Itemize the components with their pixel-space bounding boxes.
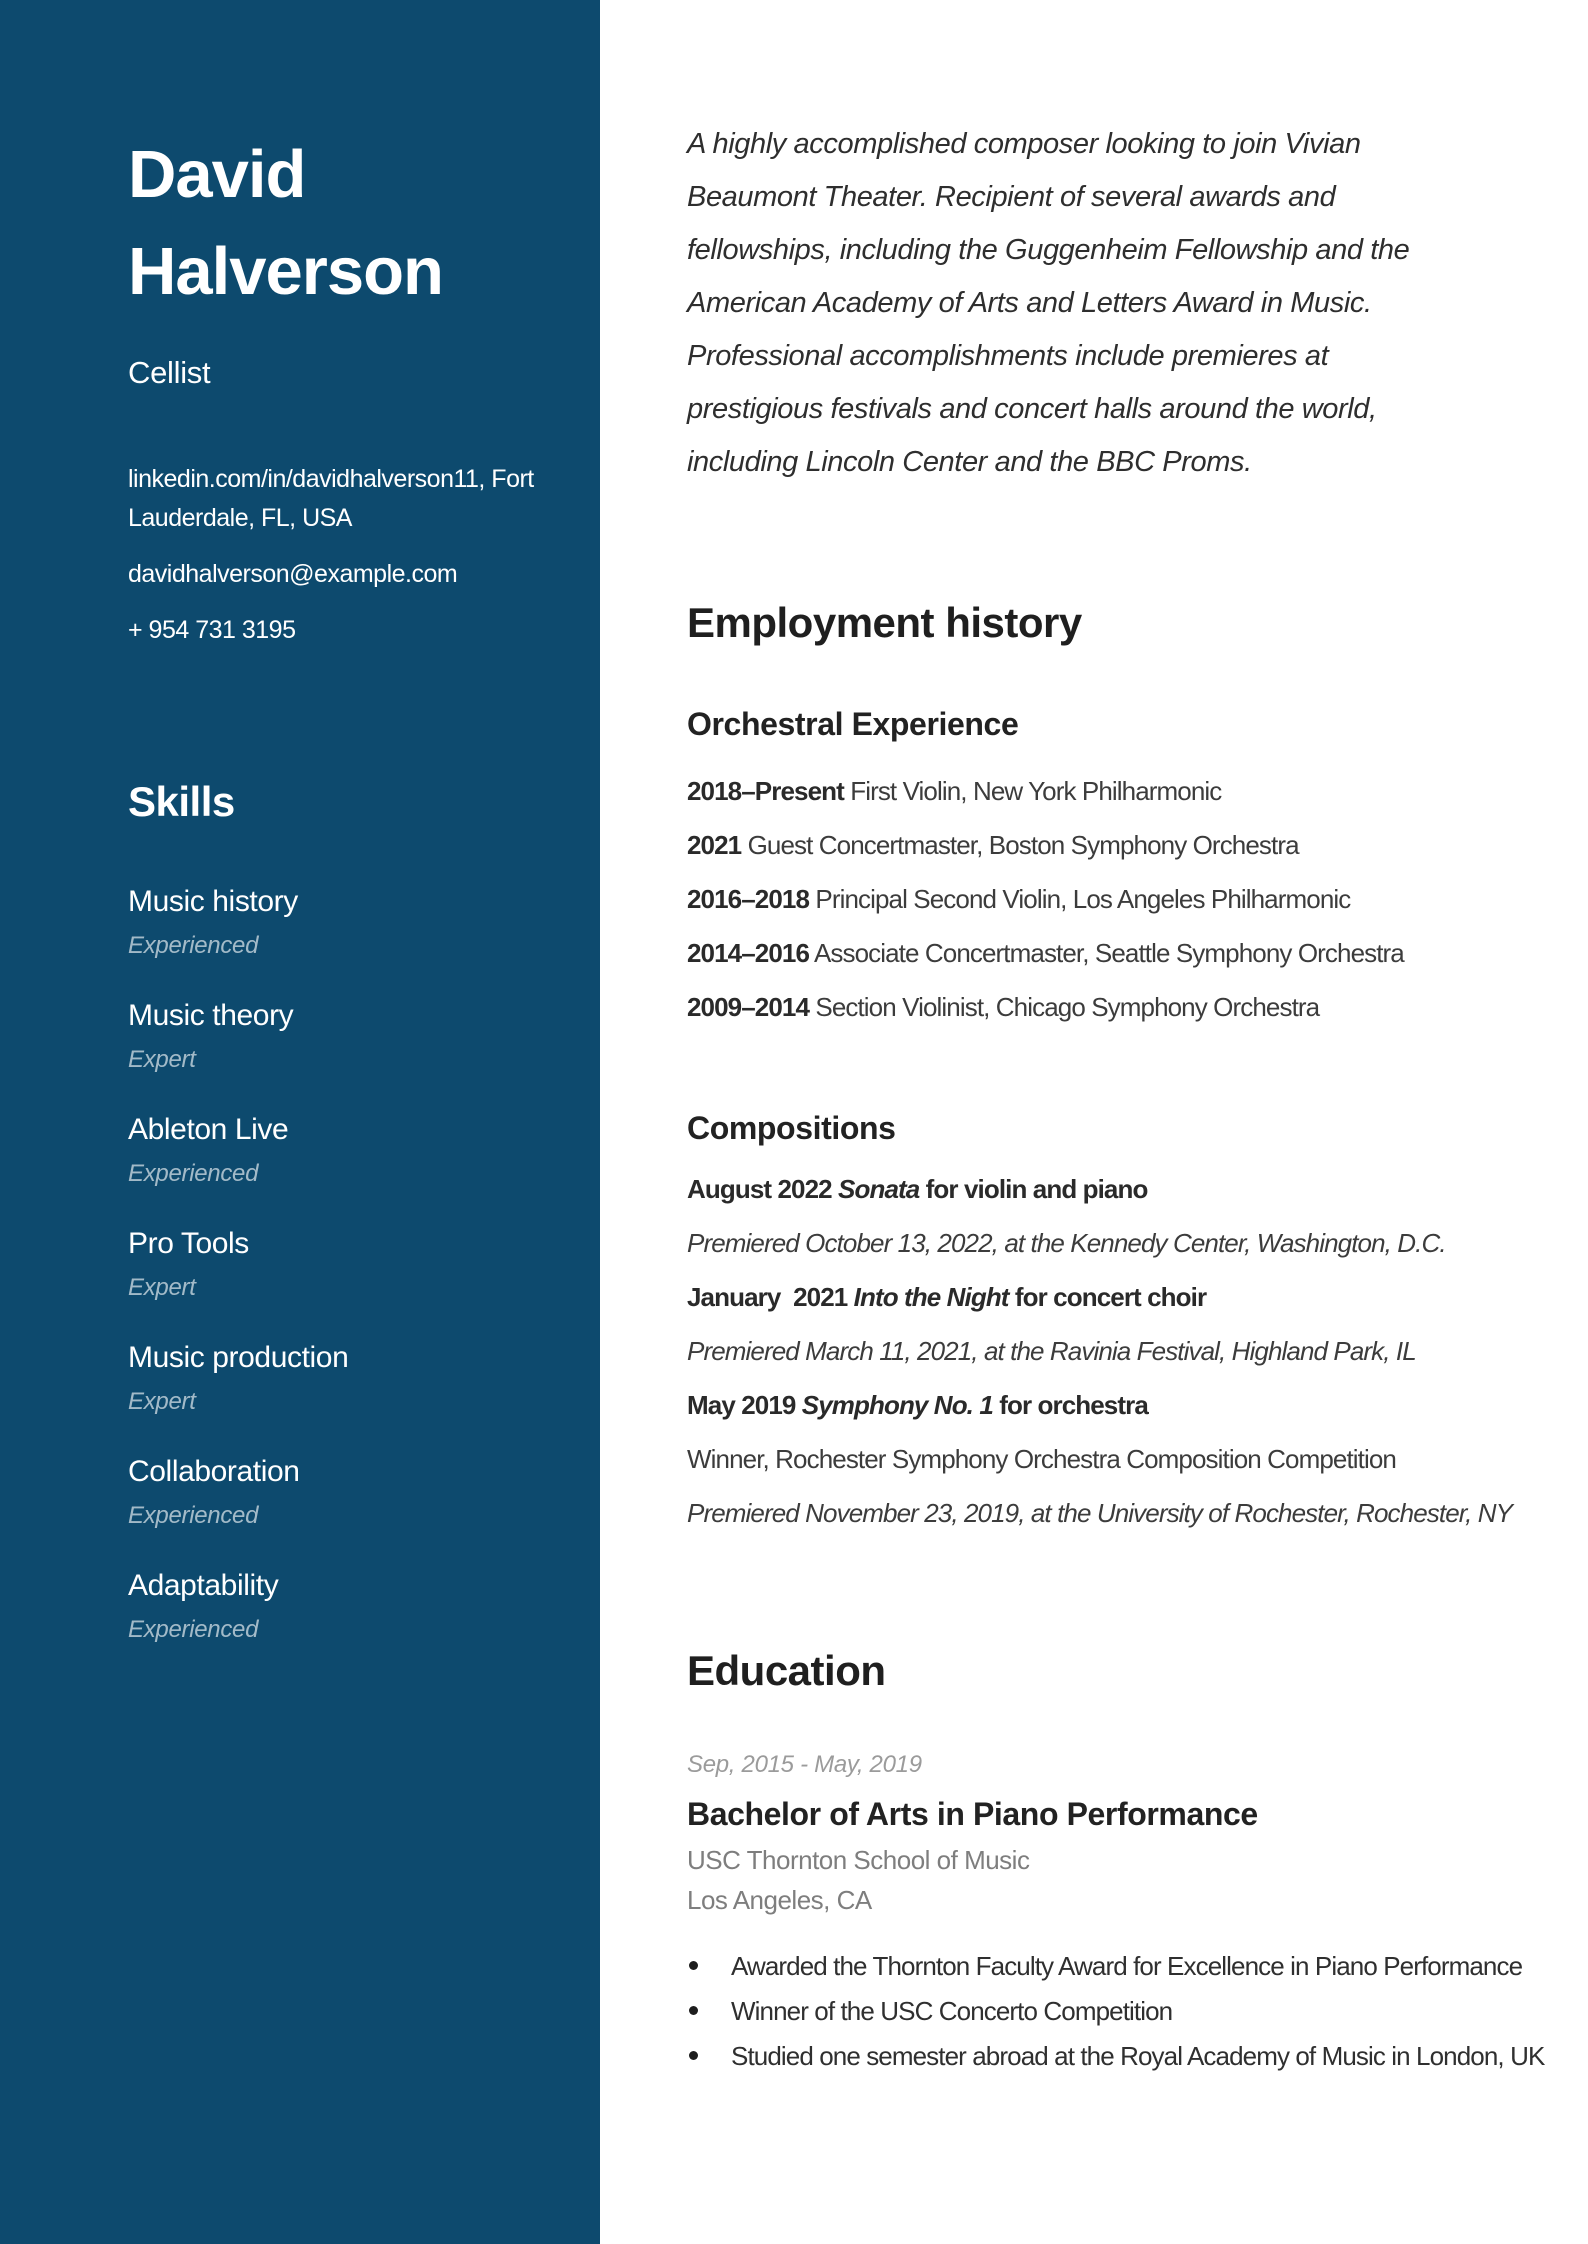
skill-name: Music production <box>128 1341 349 1374</box>
education-school: USC Thornton School of Music <box>687 1845 1030 1875</box>
summary-line: fellowships, including the Guggenheim Fellowship and the <box>687 234 1410 266</box>
employment-role: Section Violinist, Chicago Symphony Orchestra <box>815 992 1320 1022</box>
sidebar <box>0 0 600 2244</box>
composition-title: Sonata <box>838 1174 920 1204</box>
composition-title: Symphony No. 1 <box>801 1390 993 1420</box>
skill-name: Music theory <box>128 999 294 1032</box>
summary-line: prestigious festivals and concert halls around the world, <box>687 393 1377 425</box>
compositions-list <box>687 1173 1567 1529</box>
education-bullet-list <box>687 1951 1567 2071</box>
skills-heading: Skills <box>128 778 235 825</box>
composition-award: Winner, Rochester Symphony Orchestra Composition Competition <box>687 1444 1396 1474</box>
employment-period: 2021 <box>687 830 742 860</box>
employment-entry <box>687 775 1567 807</box>
skill-level: Expert <box>128 1274 196 1301</box>
skill-item <box>128 884 560 960</box>
education-dates: Sep, 2015 - May, 2019 <box>687 1751 922 1778</box>
skill-level: Experienced <box>128 932 259 959</box>
composition-medium: for concert choir <box>1014 1282 1207 1312</box>
contact-email: davidhalverson@example.com <box>128 560 458 588</box>
composition-date: May 2019 <box>687 1390 796 1420</box>
composition-medium: for violin and piano <box>925 1174 1148 1204</box>
composition-heading <box>687 1173 1567 1205</box>
composition-title: Into the Night <box>853 1282 1009 1312</box>
employment-entry <box>687 829 1567 861</box>
skill-level: Experienced <box>128 1616 259 1643</box>
employment-history-heading: Employment history <box>687 599 1082 646</box>
employment-role: Associate Concertmaster, Seattle Symphony Orchestra <box>813 938 1404 968</box>
employment-entry <box>687 991 1567 1023</box>
composition-medium: for orchestra <box>999 1390 1148 1420</box>
education-location: Los Angeles, CA <box>687 1885 872 1915</box>
skill-name: Ableton Live <box>128 1113 289 1146</box>
skill-item <box>128 1568 560 1644</box>
composition-heading <box>687 1389 1567 1421</box>
education-bullet: Winner of the USC Concerto Competition <box>687 1996 1567 2026</box>
summary-line: A highly accomplished composer looking to join Vivian <box>687 128 1361 160</box>
education-bullet: Studied one semester abroad at the Royal Academy of Music in London, UK <box>687 2041 1567 2071</box>
summary-line: Beaumont Theater. Recipient of several awards and <box>687 181 1336 213</box>
employment-period: 2009–2014 <box>687 992 810 1022</box>
education-heading: Education <box>687 1647 886 1694</box>
orchestral-experience-subheading: Orchestral Experience <box>687 706 1019 742</box>
skill-level: Experienced <box>128 1502 259 1529</box>
composition-premiere: Premiered November 23, 2019, at the University of Rochester, Rochester, NY <box>687 1498 1513 1528</box>
skill-name: Adaptability <box>128 1569 279 1602</box>
skill-item <box>128 1454 560 1530</box>
skill-item <box>128 1340 560 1416</box>
composition-premiere: Premiered March 11, 2021, at the Ravinia Festival, Highland Park, IL <box>687 1336 1416 1366</box>
main-content <box>687 0 1567 2086</box>
skill-level: Expert <box>128 1388 196 1415</box>
employment-entries <box>687 775 1567 1023</box>
skills-list <box>128 884 560 1644</box>
skill-level: Experienced <box>128 1160 259 1187</box>
summary-line: including Lincoln Center and the BBC Proms. <box>687 446 1252 478</box>
composition-premiere: Premiered October 13, 2022, at the Kennedy Center, Washington, D.C. <box>687 1228 1446 1258</box>
employment-period: 2014–2016 <box>687 938 810 968</box>
skill-level: Expert <box>128 1046 196 1073</box>
professional-summary <box>687 118 1567 489</box>
skill-item <box>128 1112 560 1188</box>
composition-date: August 2022 <box>687 1174 832 1204</box>
skill-item <box>128 1226 560 1302</box>
employment-entry <box>687 883 1567 915</box>
skill-name: Pro Tools <box>128 1227 249 1260</box>
employment-period: 2018–Present <box>687 776 844 806</box>
education-bullet: Awarded the Thornton Faculty Award for Excellence in Piano Performance <box>687 1951 1567 1981</box>
composition-heading <box>687 1281 1567 1313</box>
skill-name: Collaboration <box>128 1455 300 1488</box>
composition-date: January 2021 <box>687 1282 848 1312</box>
contact-info <box>128 460 560 650</box>
skill-item <box>128 998 560 1074</box>
summary-line: Professional accomplishments include premieres at <box>687 340 1329 372</box>
contact-location-line-1: linkedin.com/in/davidhalverson11, Fort <box>128 465 534 493</box>
skill-name: Music history <box>128 885 298 918</box>
candidate-name: David Halverson <box>128 137 443 309</box>
summary-line: American Academy of Arts and Letters Award in Music. <box>687 287 1372 319</box>
education-degree: Bachelor of Arts in Piano Performance <box>687 1796 1258 1832</box>
contact-location-line-2: Lauderdale, FL, USA <box>128 504 352 532</box>
employment-period: 2016–2018 <box>687 884 810 914</box>
compositions-subheading: Compositions <box>687 1110 896 1146</box>
candidate-job-title: Cellist <box>128 355 211 390</box>
employment-role: First Violin, New York Philharmonic <box>850 776 1222 806</box>
employment-entry <box>687 937 1567 969</box>
employment-role: Guest Concertmaster, Boston Symphony Orchestra <box>747 830 1299 860</box>
employment-role: Principal Second Violin, Los Angeles Philharmonic <box>815 884 1351 914</box>
contact-phone: + 954 731 3195 <box>128 616 296 644</box>
